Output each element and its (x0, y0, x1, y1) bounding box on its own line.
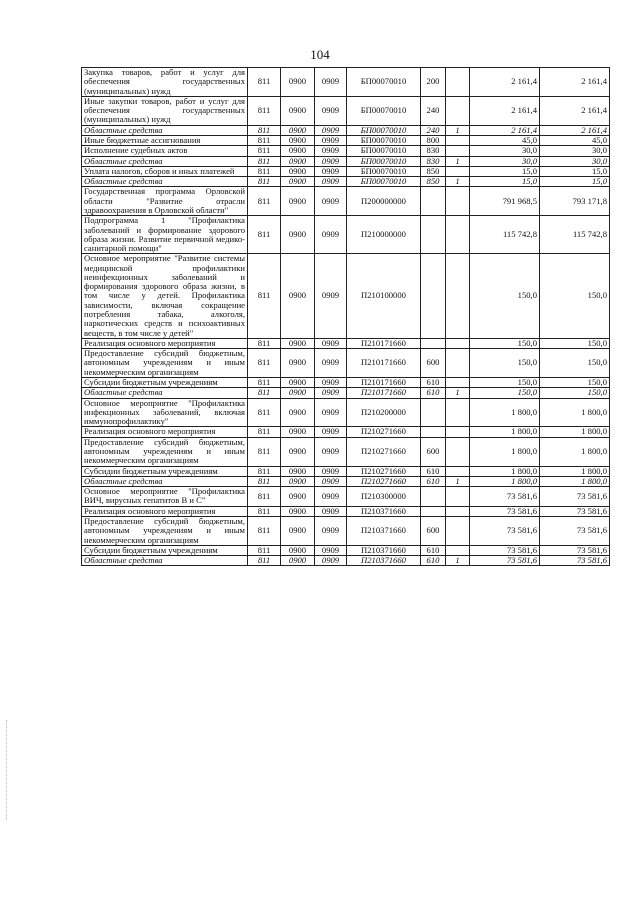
cell-csr: П210271660 (347, 427, 421, 437)
cell-src: 1 (446, 556, 470, 566)
cell-name: Областные средства (82, 125, 248, 135)
cell-sum1: 150,0 (470, 388, 540, 398)
cell-ved: 811 (248, 177, 281, 187)
cell-name: Иные бюджетные ассигнования (82, 135, 248, 145)
cell-src: 1 (446, 476, 470, 486)
cell-csr: П210371660 (347, 545, 421, 555)
cell-src: 1 (446, 177, 470, 187)
cell-sum1: 2 161,4 (470, 68, 540, 97)
cell-sum2: 793 171,8 (540, 187, 610, 216)
cell-csr: П210000000 (347, 216, 421, 254)
cell-ved: 811 (248, 516, 281, 545)
cell-sum2: 150,0 (540, 254, 610, 339)
cell-name: Основное мероприятие "Развитие системы медицинской профилактики неинфекционных заболеваний и формирования здорового образа жизни, в том числе у детей. Профилактика зависимости, включая сокращение потребления табака, алкоголя, наркотических средств и психоактивных веществ, в том числе у детей" (82, 254, 248, 339)
cell-rz: 0900 (281, 177, 315, 187)
cell-rz: 0900 (281, 388, 315, 398)
cell-vr (421, 427, 446, 437)
cell-csr: БП00070010 (347, 125, 421, 135)
cell-sum1: 73 581,6 (470, 556, 540, 566)
cell-rz: 0900 (281, 349, 315, 378)
cell-name: Основное мероприятие "Профилактика инфекционных заболеваний, включая иммунопрофилактику" (82, 398, 248, 427)
cell-ved: 811 (248, 556, 281, 566)
cell-vr: 240 (421, 96, 446, 125)
cell-ved: 811 (248, 545, 281, 555)
cell-pr: 0909 (315, 216, 347, 254)
cell-sum2: 1 800,0 (540, 398, 610, 427)
cell-src (446, 146, 470, 156)
table-row (82, 68, 610, 97)
cell-rz: 0900 (281, 398, 315, 427)
cell-csr: П210171660 (347, 338, 421, 348)
cell-csr: П210271660 (347, 476, 421, 486)
cell-rz: 0900 (281, 68, 315, 97)
cell-rz: 0900 (281, 135, 315, 145)
cell-src (446, 187, 470, 216)
cell-vr: 610 (421, 466, 446, 476)
table-row (82, 216, 610, 254)
cell-src: 1 (446, 125, 470, 135)
cell-ved: 811 (248, 96, 281, 125)
cell-vr: 610 (421, 556, 446, 566)
cell-ved: 811 (248, 125, 281, 135)
table-row (82, 427, 610, 437)
cell-rz: 0900 (281, 254, 315, 339)
table-row (82, 556, 610, 566)
cell-csr: БП00070010 (347, 156, 421, 166)
cell-rz: 0900 (281, 466, 315, 476)
cell-src (446, 398, 470, 427)
table-row (82, 476, 610, 486)
cell-sum2: 2 161,4 (540, 96, 610, 125)
cell-csr: П210100000 (347, 254, 421, 339)
cell-name: Субсидии бюджетным учреждениям (82, 466, 248, 476)
cell-sum1: 73 581,6 (470, 516, 540, 545)
cell-vr: 610 (421, 388, 446, 398)
cell-ved: 811 (248, 166, 281, 176)
cell-csr: П210200000 (347, 398, 421, 427)
cell-name: Областные средства (82, 476, 248, 486)
cell-vr: 200 (421, 68, 446, 97)
cell-pr: 0909 (315, 556, 347, 566)
cell-pr: 0909 (315, 506, 347, 516)
cell-name: Областные средства (82, 156, 248, 166)
cell-name: Субсидии бюджетным учреждениям (82, 545, 248, 555)
cell-rz: 0900 (281, 125, 315, 135)
cell-csr: П210300000 (347, 487, 421, 507)
table-row (82, 466, 610, 476)
cell-pr: 0909 (315, 254, 347, 339)
cell-pr: 0909 (315, 437, 347, 466)
cell-src (446, 166, 470, 176)
cell-name: Реализация основного мероприятия (82, 506, 248, 516)
cell-pr: 0909 (315, 338, 347, 348)
cell-vr: 850 (421, 166, 446, 176)
cell-src (446, 516, 470, 545)
table-body (82, 68, 610, 566)
cell-vr (421, 487, 446, 507)
cell-pr: 0909 (315, 135, 347, 145)
cell-csr: П200000000 (347, 187, 421, 216)
cell-csr: БП00070010 (347, 68, 421, 97)
cell-vr: 600 (421, 349, 446, 378)
table-row (82, 506, 610, 516)
cell-sum1: 73 581,6 (470, 487, 540, 507)
cell-ved: 811 (248, 427, 281, 437)
cell-csr: БП00070010 (347, 177, 421, 187)
cell-sum1: 1 800,0 (470, 466, 540, 476)
cell-csr: П210371660 (347, 516, 421, 545)
cell-name: Реализация основного мероприятия (82, 338, 248, 348)
cell-sum1: 150,0 (470, 349, 540, 378)
cell-ved: 811 (248, 187, 281, 216)
cell-sum1: 1 800,0 (470, 437, 540, 466)
cell-rz: 0900 (281, 487, 315, 507)
cell-pr: 0909 (315, 96, 347, 125)
cell-ved: 811 (248, 68, 281, 97)
cell-sum2: 73 581,6 (540, 545, 610, 555)
cell-src (446, 427, 470, 437)
cell-rz: 0900 (281, 378, 315, 388)
cell-sum1: 150,0 (470, 338, 540, 348)
cell-vr: 240 (421, 125, 446, 135)
cell-src (446, 96, 470, 125)
cell-rz: 0900 (281, 545, 315, 555)
table-row (82, 338, 610, 348)
cell-sum2: 2 161,4 (540, 125, 610, 135)
cell-sum2: 150,0 (540, 378, 610, 388)
cell-vr: 830 (421, 146, 446, 156)
cell-ved: 811 (248, 398, 281, 427)
table-row (82, 254, 610, 339)
cell-pr: 0909 (315, 398, 347, 427)
cell-csr: П210171660 (347, 378, 421, 388)
cell-sum2: 30,0 (540, 146, 610, 156)
table-row (82, 516, 610, 545)
cell-sum2: 1 800,0 (540, 476, 610, 486)
cell-src: 1 (446, 388, 470, 398)
cell-rz: 0900 (281, 187, 315, 216)
cell-pr: 0909 (315, 177, 347, 187)
cell-name: Предоставление субсидий бюджетным, автономным учреждениям и иным некоммерческим организациям (82, 349, 248, 378)
cell-rz: 0900 (281, 338, 315, 348)
cell-csr: П210271660 (347, 437, 421, 466)
cell-sum1: 15,0 (470, 166, 540, 176)
cell-csr: П210371660 (347, 506, 421, 516)
cell-csr: БП00070010 (347, 135, 421, 145)
table-row (82, 177, 610, 187)
table-row (82, 135, 610, 145)
table-row (82, 388, 610, 398)
budget-table (81, 67, 610, 566)
cell-vr: 610 (421, 545, 446, 555)
cell-rz: 0900 (281, 146, 315, 156)
cell-name: Закупка товаров, работ и услуг для обеспечения государственных (муниципальных) нужд (82, 68, 248, 97)
cell-pr: 0909 (315, 487, 347, 507)
cell-sum1: 150,0 (470, 254, 540, 339)
cell-pr: 0909 (315, 187, 347, 216)
cell-sum2: 73 581,6 (540, 556, 610, 566)
cell-ved: 811 (248, 476, 281, 486)
cell-sum2: 1 800,0 (540, 437, 610, 466)
cell-ved: 811 (248, 349, 281, 378)
cell-pr: 0909 (315, 545, 347, 555)
cell-ved: 811 (248, 466, 281, 476)
cell-sum1: 2 161,4 (470, 96, 540, 125)
cell-pr: 0909 (315, 68, 347, 97)
cell-sum1: 45,0 (470, 135, 540, 145)
cell-pr: 0909 (315, 427, 347, 437)
cell-ved: 811 (248, 506, 281, 516)
cell-rz: 0900 (281, 216, 315, 254)
cell-vr: 850 (421, 177, 446, 187)
cell-ved: 811 (248, 378, 281, 388)
cell-sum1: 115 742,8 (470, 216, 540, 254)
cell-vr: 800 (421, 135, 446, 145)
cell-src (446, 506, 470, 516)
cell-rz: 0900 (281, 506, 315, 516)
cell-src (446, 487, 470, 507)
margin-mark (6, 720, 9, 820)
cell-name: Уплата налогов, сборов и иных платежей (82, 166, 248, 176)
cell-csr: П210171660 (347, 388, 421, 398)
cell-vr: 600 (421, 516, 446, 545)
cell-name: Областные средства (82, 177, 248, 187)
table-row (82, 156, 610, 166)
cell-ved: 811 (248, 254, 281, 339)
cell-ved: 811 (248, 338, 281, 348)
cell-sum1: 2 161,4 (470, 125, 540, 135)
cell-name: Областные средства (82, 556, 248, 566)
cell-vr (421, 187, 446, 216)
cell-name: Реализация основного мероприятия (82, 427, 248, 437)
table-row (82, 398, 610, 427)
cell-csr: БП00070010 (347, 166, 421, 176)
cell-name: Исполнение судебных актов (82, 146, 248, 156)
table-row (82, 187, 610, 216)
cell-name: Подпрограмма 1 "Профилактика заболеваний и формирование здорового образа жизни. Развитие первичной медико-санитарной помощи" (82, 216, 248, 254)
cell-sum2: 150,0 (540, 338, 610, 348)
cell-rz: 0900 (281, 437, 315, 466)
cell-pr: 0909 (315, 125, 347, 135)
cell-ved: 811 (248, 437, 281, 466)
cell-sum1: 1 800,0 (470, 427, 540, 437)
cell-src (446, 216, 470, 254)
cell-sum2: 30,0 (540, 156, 610, 166)
cell-sum1: 15,0 (470, 177, 540, 187)
cell-src: 1 (446, 156, 470, 166)
cell-sum2: 15,0 (540, 166, 610, 176)
cell-sum2: 15,0 (540, 177, 610, 187)
cell-sum1: 150,0 (470, 378, 540, 388)
page-number: 104 (310, 47, 330, 62)
table-row (82, 125, 610, 135)
cell-ved: 811 (248, 146, 281, 156)
cell-pr: 0909 (315, 388, 347, 398)
cell-name: Иные закупки товаров, работ и услуг для обеспечения государственных (муниципальных) нужд (82, 96, 248, 125)
cell-ved: 811 (248, 135, 281, 145)
cell-sum1: 30,0 (470, 146, 540, 156)
cell-name: Государственная программа Орловской области "Развитие отрасли здравоохранения в Орловской области" (82, 187, 248, 216)
cell-sum2: 150,0 (540, 388, 610, 398)
cell-src (446, 135, 470, 145)
cell-sum2: 1 800,0 (540, 466, 610, 476)
table-row (82, 545, 610, 555)
cell-vr: 610 (421, 378, 446, 388)
cell-pr: 0909 (315, 378, 347, 388)
cell-csr: П210271660 (347, 466, 421, 476)
cell-src (446, 466, 470, 476)
cell-src (446, 68, 470, 97)
cell-sum2: 73 581,6 (540, 506, 610, 516)
table-row (82, 378, 610, 388)
cell-csr: П210171660 (347, 349, 421, 378)
cell-pr: 0909 (315, 476, 347, 486)
cell-sum2: 115 742,8 (540, 216, 610, 254)
cell-name: Субсидии бюджетным учреждениям (82, 378, 248, 388)
cell-src (446, 378, 470, 388)
cell-vr (421, 506, 446, 516)
cell-sum2: 1 800,0 (540, 427, 610, 437)
cell-csr: П210371660 (347, 556, 421, 566)
cell-src (446, 349, 470, 378)
cell-sum2: 73 581,6 (540, 487, 610, 507)
cell-pr: 0909 (315, 349, 347, 378)
cell-name: Основное мероприятие "Профилактика ВИЧ, вирусных гепатитов В и С" (82, 487, 248, 507)
cell-sum1: 1 800,0 (470, 476, 540, 486)
cell-name: Предоставление субсидий бюджетным, автономным учреждениям и иным некоммерческим организациям (82, 516, 248, 545)
cell-pr: 0909 (315, 466, 347, 476)
table-row (82, 487, 610, 507)
cell-sum2: 2 161,4 (540, 68, 610, 97)
cell-rz: 0900 (281, 156, 315, 166)
table-row (82, 166, 610, 176)
cell-rz: 0900 (281, 427, 315, 437)
cell-sum1: 73 581,6 (470, 545, 540, 555)
cell-sum1: 30,0 (470, 156, 540, 166)
cell-pr: 0909 (315, 146, 347, 156)
cell-pr: 0909 (315, 516, 347, 545)
cell-src (446, 254, 470, 339)
cell-rz: 0900 (281, 476, 315, 486)
cell-vr (421, 338, 446, 348)
cell-sum1: 791 968,5 (470, 187, 540, 216)
cell-vr (421, 216, 446, 254)
cell-vr: 830 (421, 156, 446, 166)
table-row (82, 349, 610, 378)
cell-vr (421, 398, 446, 427)
cell-src (446, 338, 470, 348)
cell-csr: БП00070010 (347, 146, 421, 156)
cell-vr: 600 (421, 437, 446, 466)
cell-csr: БП00070010 (347, 96, 421, 125)
cell-pr: 0909 (315, 166, 347, 176)
cell-ved: 811 (248, 156, 281, 166)
cell-vr (421, 254, 446, 339)
cell-sum2: 73 581,6 (540, 516, 610, 545)
cell-ved: 811 (248, 487, 281, 507)
cell-rz: 0900 (281, 96, 315, 125)
table-row (82, 96, 610, 125)
cell-vr: 610 (421, 476, 446, 486)
cell-sum2: 45,0 (540, 135, 610, 145)
cell-sum1: 73 581,6 (470, 506, 540, 516)
cell-rz: 0900 (281, 516, 315, 545)
table-row (82, 146, 610, 156)
cell-ved: 811 (248, 388, 281, 398)
cell-src (446, 437, 470, 466)
cell-name: Областные средства (82, 388, 248, 398)
cell-src (446, 545, 470, 555)
table-row (82, 437, 610, 466)
cell-sum1: 1 800,0 (470, 398, 540, 427)
cell-rz: 0900 (281, 556, 315, 566)
cell-ved: 811 (248, 216, 281, 254)
cell-rz: 0900 (281, 166, 315, 176)
cell-name: Предоставление субсидий бюджетным, автономным учреждениям и иным некоммерческим организациям (82, 437, 248, 466)
cell-sum2: 150,0 (540, 349, 610, 378)
cell-pr: 0909 (315, 156, 347, 166)
